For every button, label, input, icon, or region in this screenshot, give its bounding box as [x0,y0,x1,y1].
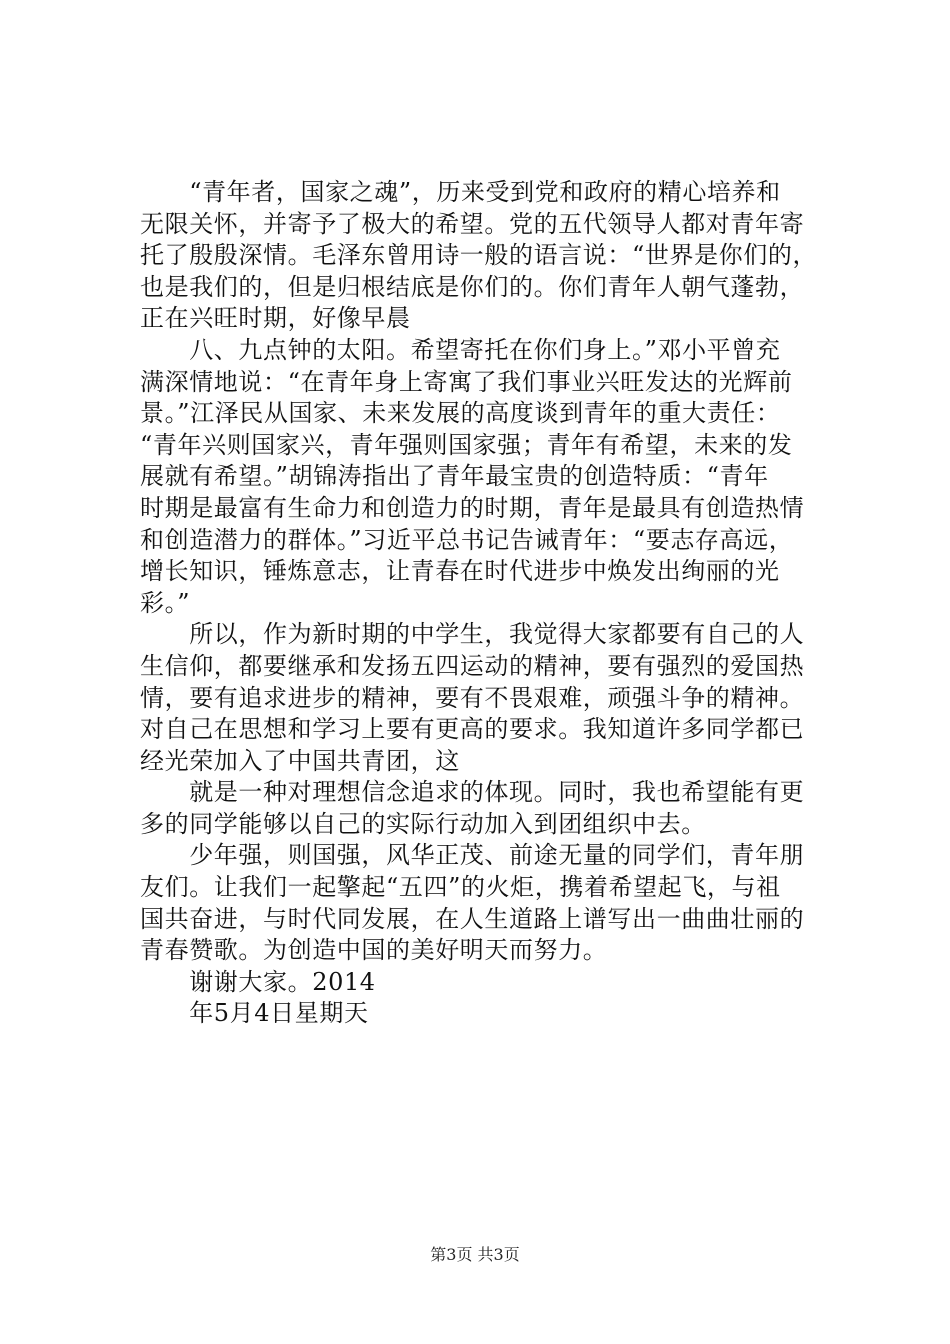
text-line: 增长知识，锤炼意志，让青春在时代进步中焕发出绚丽的光 [140,557,780,586]
text-line: 无限关怀，并寄予了极大的希望。党的五代领导人都对青年寄 [140,209,805,238]
text-line: 年5月4日星期天 [140,999,369,1028]
text-line: 少年强，则国强，风华正茂、前途无量的同学们，青年朋 [140,841,805,870]
text-line: 多的同学能够以自己的实际行动加入到团组织中去。 [140,809,706,838]
text-line: 景。”江泽民从国家、未来发展的高度谈到青年的重大责任： [140,399,781,428]
text-line: 经光荣加入了中国共青团，这 [140,746,460,775]
text-line: 时期是最富有生命力和创造力的时期，青年是最具有创造热情 [140,493,805,522]
text-line: 对自己在思想和学习上要有更高的要求。我知道许多同学都已 [140,715,805,744]
text-line: 满深情地说：“在青年身上寄寓了我们事业兴旺发达的光辉前 [140,367,793,396]
text-line: 彩。” [140,588,191,617]
text-line: 友们。让我们一起擎起“五四”的火炬，携着希望起飞，与祖 [140,873,781,902]
text-line: “青年兴则国家兴，青年强则国家强；青年有希望，未来的发 [140,430,793,459]
text-line: 谢谢大家。2014 [140,967,376,996]
text-line: 生信仰，都要继承和发扬五四运动的精神，要有强烈的爱国热 [140,651,805,680]
text-line: 情，要有追求进步的精神，要有不畏艰难，顽强斗争的精神。 [140,683,805,712]
text-line: 就是一种对理想信念追求的体现。同时，我也希望能有更 [140,778,805,807]
text-line: 也是我们的，但是归根结底是你们的。你们青年人朝气蓬勃， [140,272,805,301]
text-line: 展就有希望。”胡锦涛指出了青年最宝贵的创造特质：“青年 [140,462,769,491]
text-line: 和创造潜力的群体。”习近平总书记告诫青年：“要志存高远， [140,525,794,554]
text-line: 所以，作为新时期的中学生，我觉得大家都要有自己的人 [140,620,805,649]
text-line: 正在兴旺时期，好像早晨 [140,304,411,333]
text-line: 托了殷殷深情。毛泽东曾用诗一般的语言说：“世界是你们的， [140,241,818,270]
text-line: 八、九点钟的太阳。希望寄托在你们身上。”邓小平曾充 [140,335,781,364]
page-footer [0,1245,950,1265]
speech-body [140,177,840,1030]
page-number-label: 第3页 共3页 [430,1245,520,1264]
text-line: 青春赞歌。为创造中国的美好明天而努力。 [140,936,608,965]
text-line: 国共奋进，与时代同发展，在人生道路上谱写出一曲曲壮丽的 [140,904,805,933]
text-line: “青年者，国家之魂”，历来受到党和政府的精心培养和 [140,178,781,206]
